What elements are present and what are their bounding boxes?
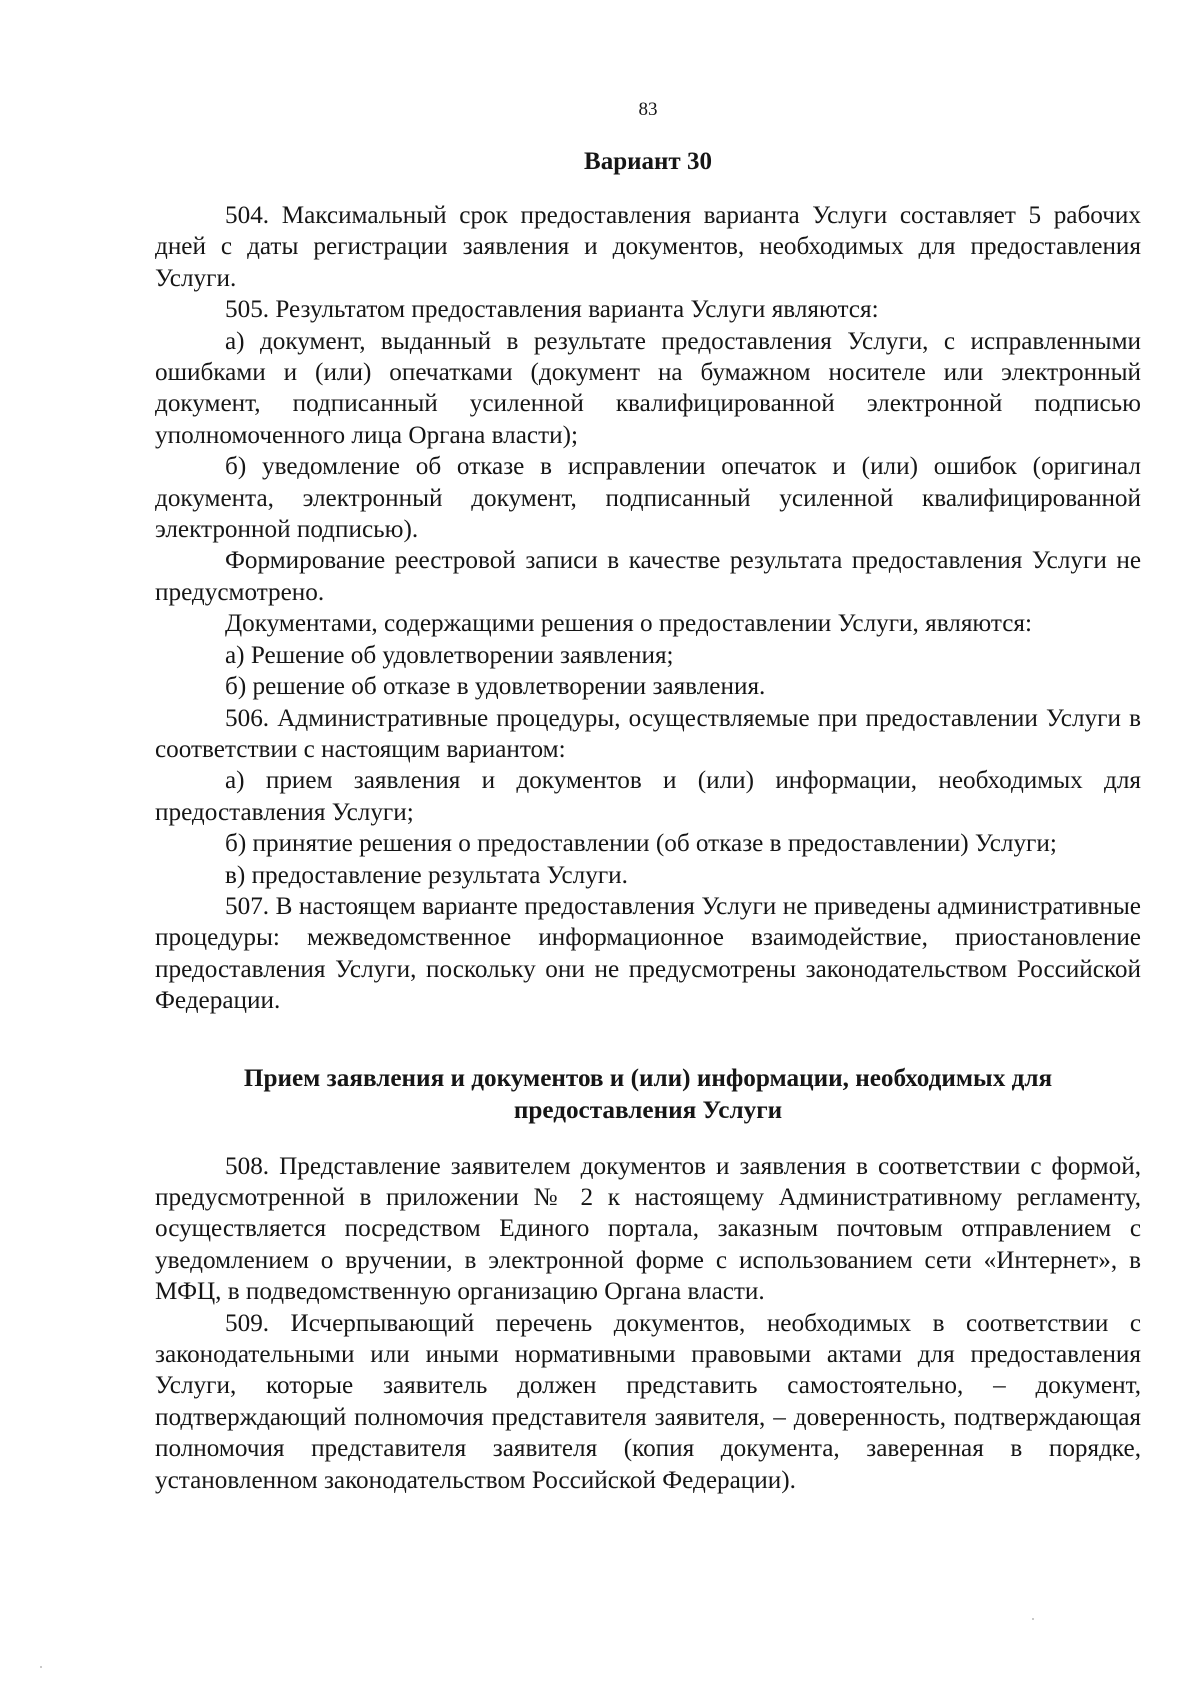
paragraph-decision-b: б) решение об отказе в удовлетворении заявления. (225, 673, 766, 701)
document-page (155, 98, 1141, 1496)
paragraph-506: 506. Административные процедуры, осуществляемые при предоставлении Услуги в соответствии с настоящим вариантом: (155, 704, 1141, 763)
paragraph-506-b: б) принятие решения о предоставлении (об отказе в предоставлении) Услуги; (225, 830, 1057, 858)
scan-speck (1032, 1618, 1034, 1620)
paragraph-504: 504. Максимальный срок предоставления варианта Услуги составляет 5 рабочих дней с даты регистрации заявления и документов, необходимых для предоставления Услуги. (155, 202, 1141, 292)
bottom-section (155, 1151, 1141, 1496)
paragraph-508: 508. Представление заявителем документов и заявления в соответствии с формой, предусмотренной в приложении № 2 к настоящему Административному регламенту, осуществляется посредством Единого портала, заказным почтовым отправлением с уведомлением о вручении, в электронной форме с использованием сети «Интернет», в МФЦ, в подведомственную организацию Органа власти. (155, 1152, 1141, 1306)
scan-speck (40, 1666, 42, 1668)
section-heading-line-2: предоставления Услуги (513, 1096, 783, 1124)
paragraph-505: 505. Результатом предоставления варианта Услуги являются: (225, 296, 879, 324)
paragraph-decision-documents: Документами, содержащими решения о предоставлении Услуги, являются: (225, 610, 1032, 638)
paragraph-decision-a: а) Решение об удовлетворении заявления; (225, 641, 674, 669)
paragraph-509: 509. Исчерпывающий перечень документов, необходимых в соответствии с законодательными или иными нормативными правовыми актами для предоставления Услуги, которые заявитель должен представить самостоятельно, – документ, подтверждающий полномочия представителя заявителя, – доверенность, подтверждающая полномочия представителя заявителя (копия документа, заверенная в порядке, установленном законодательством Российской Федерации). (155, 1309, 1141, 1494)
paragraph-507: 507. В настоящем варианте предоставления Услуги не приведены административные процедуры: межведомственное информационное взаимодействие, приостановление предоставления Услуги, поскольку они не предусмотрены законодательством Российской Федерации. (155, 892, 1141, 1015)
paragraph-registry-record: Формирование реестровой записи в качестве результата предоставления Услуги не предусмотрено. (155, 547, 1141, 606)
paragraph-506-a: а) прием заявления и документов и (или) информации, необходимых для предоставления Услуги; (155, 767, 1141, 826)
paragraph-505-a: а) документ, выданный в результате предоставления Услуги, с исправленными ошибками и (или) опечатками (документ на бумажном носителе или электронный документ, подписанный усиленной квалифицированной электронной подписью уполномоченного лица Органа власти); (155, 327, 1141, 449)
section-heading-line-1: Прием заявления и документов и (или) информации, необходимых для (243, 1064, 1053, 1092)
paragraph-505-b: б) уведомление об отказе в исправлении опечаток и (или) ошибок (оригинал документа, электронный документ, подписанный усиленной квалифицированной электронной подписью). (155, 453, 1141, 544)
section-heading (175, 1063, 1121, 1127)
page-number: 83 (638, 99, 658, 120)
top-section (155, 200, 1141, 1017)
paragraph-506-v: в) предоставление результата Услуги. (225, 861, 628, 889)
variant-title: Вариант 30 (584, 148, 712, 175)
